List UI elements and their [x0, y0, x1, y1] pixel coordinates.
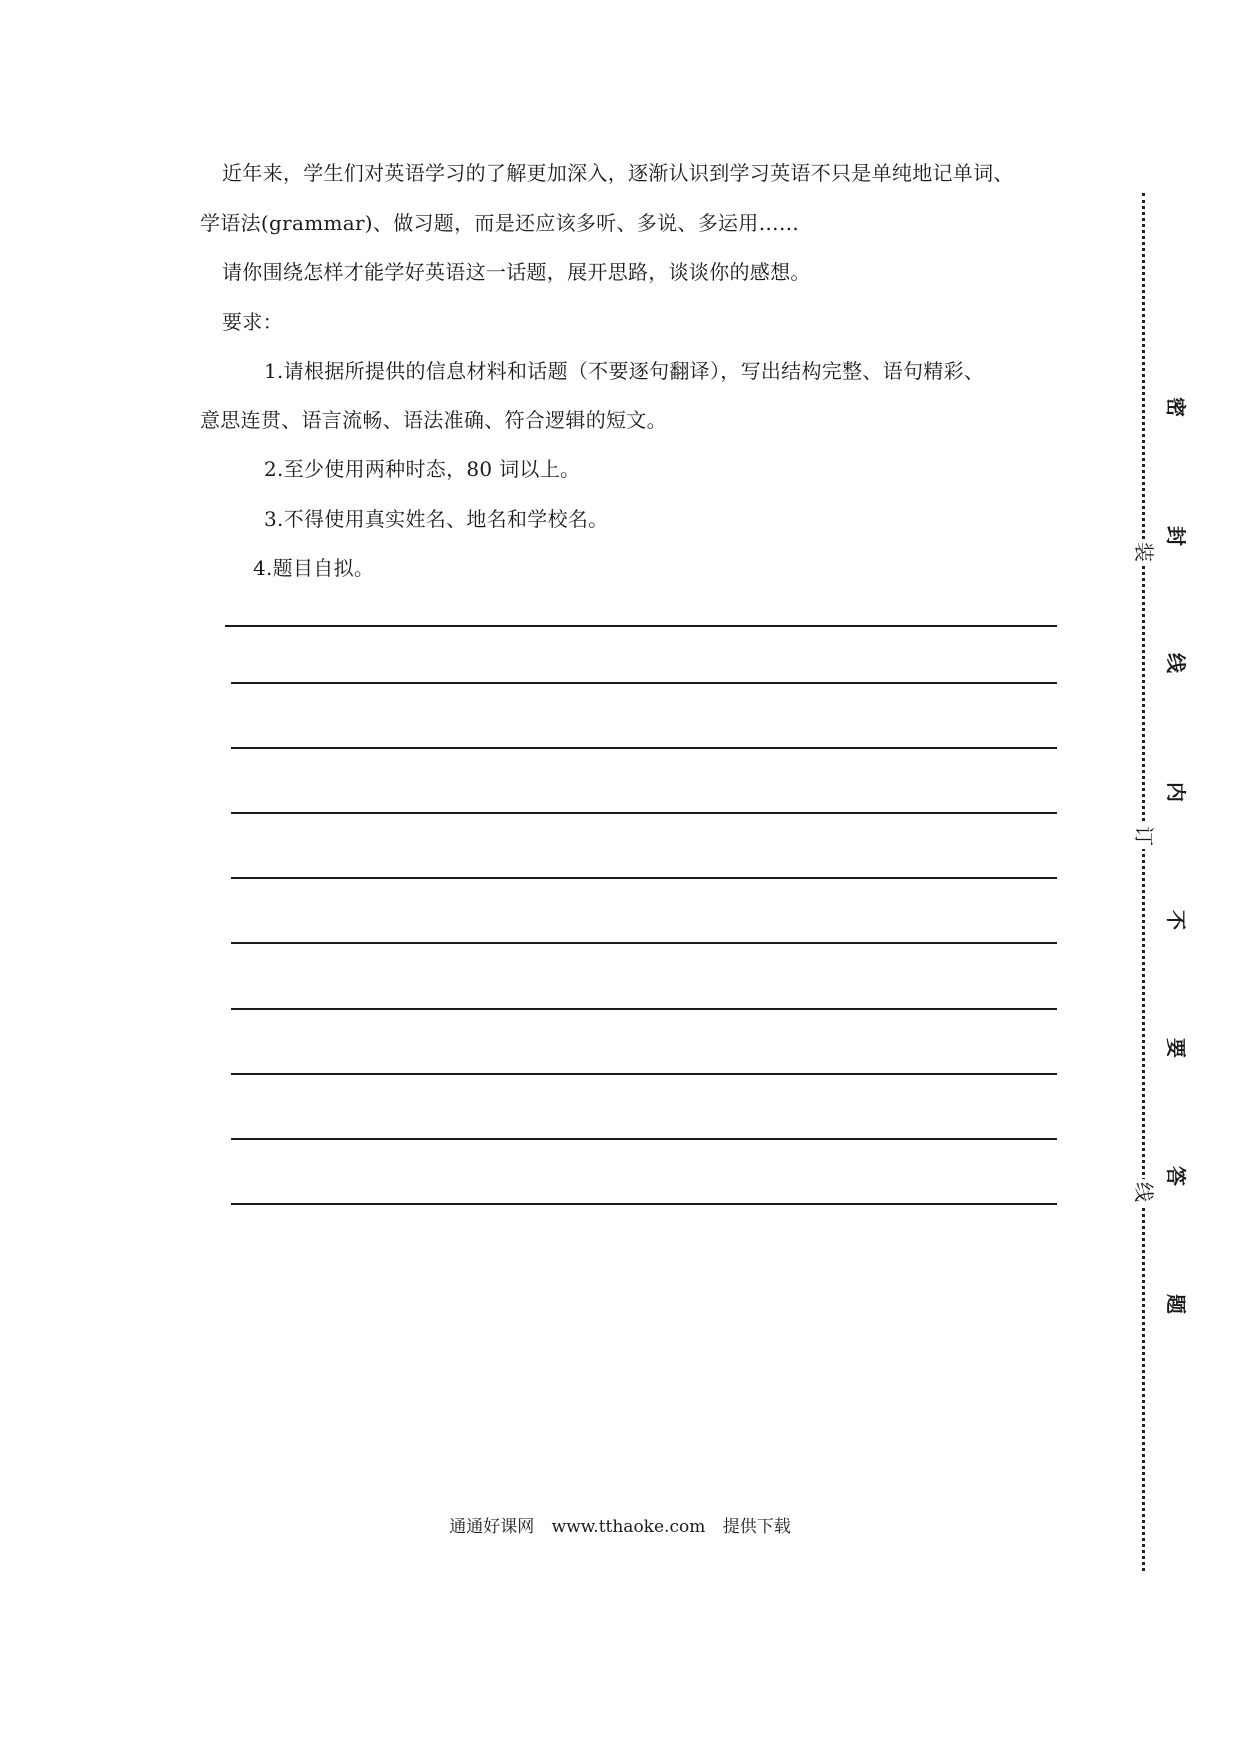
requirement-2: 2.至少使用两种时态，80 词以上。	[264, 457, 581, 481]
writing-line-10	[231, 1203, 1057, 1205]
prompt-line-3: 请你围绕怎样才能学好英语这一话题，展开思路，谈谈你的感想。	[222, 260, 811, 284]
writing-line-5	[231, 877, 1057, 879]
requirements-heading: 要求：	[222, 310, 283, 334]
binding-char-ding: 订	[1132, 823, 1156, 849]
writing-line-1	[225, 625, 1057, 627]
seal-char-mi: 密	[1164, 397, 1188, 417]
binding-char-xian: 线	[1132, 1179, 1156, 1205]
writing-line-2	[231, 682, 1057, 684]
footer-url[interactable]: www.tthaoke.com	[551, 1517, 706, 1537]
prompt-line-1: 近年来，学生们对英语学习的了解更加深入，逐渐认识到学习英语不只是单纯地记单词、	[222, 161, 1014, 185]
requirement-1-line-2: 意思连贯、语言流畅、语法准确、符合逻辑的短文。	[200, 408, 667, 432]
seal-char-xian: 线	[1164, 653, 1188, 673]
binding-char-zhuang: 装	[1132, 539, 1156, 565]
seal-char-yao: 要	[1164, 1038, 1188, 1058]
seal-char-nei: 内	[1164, 782, 1188, 802]
footer-suffix: 提供下载	[722, 1517, 791, 1537]
seal-char-da: 答	[1164, 1166, 1188, 1186]
writing-line-4	[231, 812, 1057, 814]
prompt-line-2: 学语法(grammar)、做习题，而是还应该多听、多说、多运用……	[200, 211, 800, 235]
writing-line-8	[231, 1073, 1057, 1075]
seal-char-ti: 题	[1164, 1294, 1188, 1314]
seal-char-feng: 封	[1164, 526, 1188, 546]
writing-line-6	[231, 942, 1057, 944]
requirement-4: 4.题目自拟。	[253, 556, 375, 580]
binding-dotted-line	[1142, 193, 1145, 1571]
page-footer	[0, 1516, 1240, 1538]
writing-line-9	[231, 1138, 1057, 1140]
writing-line-7	[231, 1008, 1057, 1010]
requirement-1-line-1: 1.请根据所提供的信息材料和话题（不要逐句翻译），写出结构完整、语句精彩、	[264, 359, 985, 383]
footer-site-name: 通通好课网	[449, 1517, 535, 1537]
seal-char-bu: 不	[1164, 910, 1188, 930]
requirement-3: 3.不得使用真实姓名、地名和学校名。	[264, 507, 609, 531]
writing-line-3	[231, 747, 1057, 749]
